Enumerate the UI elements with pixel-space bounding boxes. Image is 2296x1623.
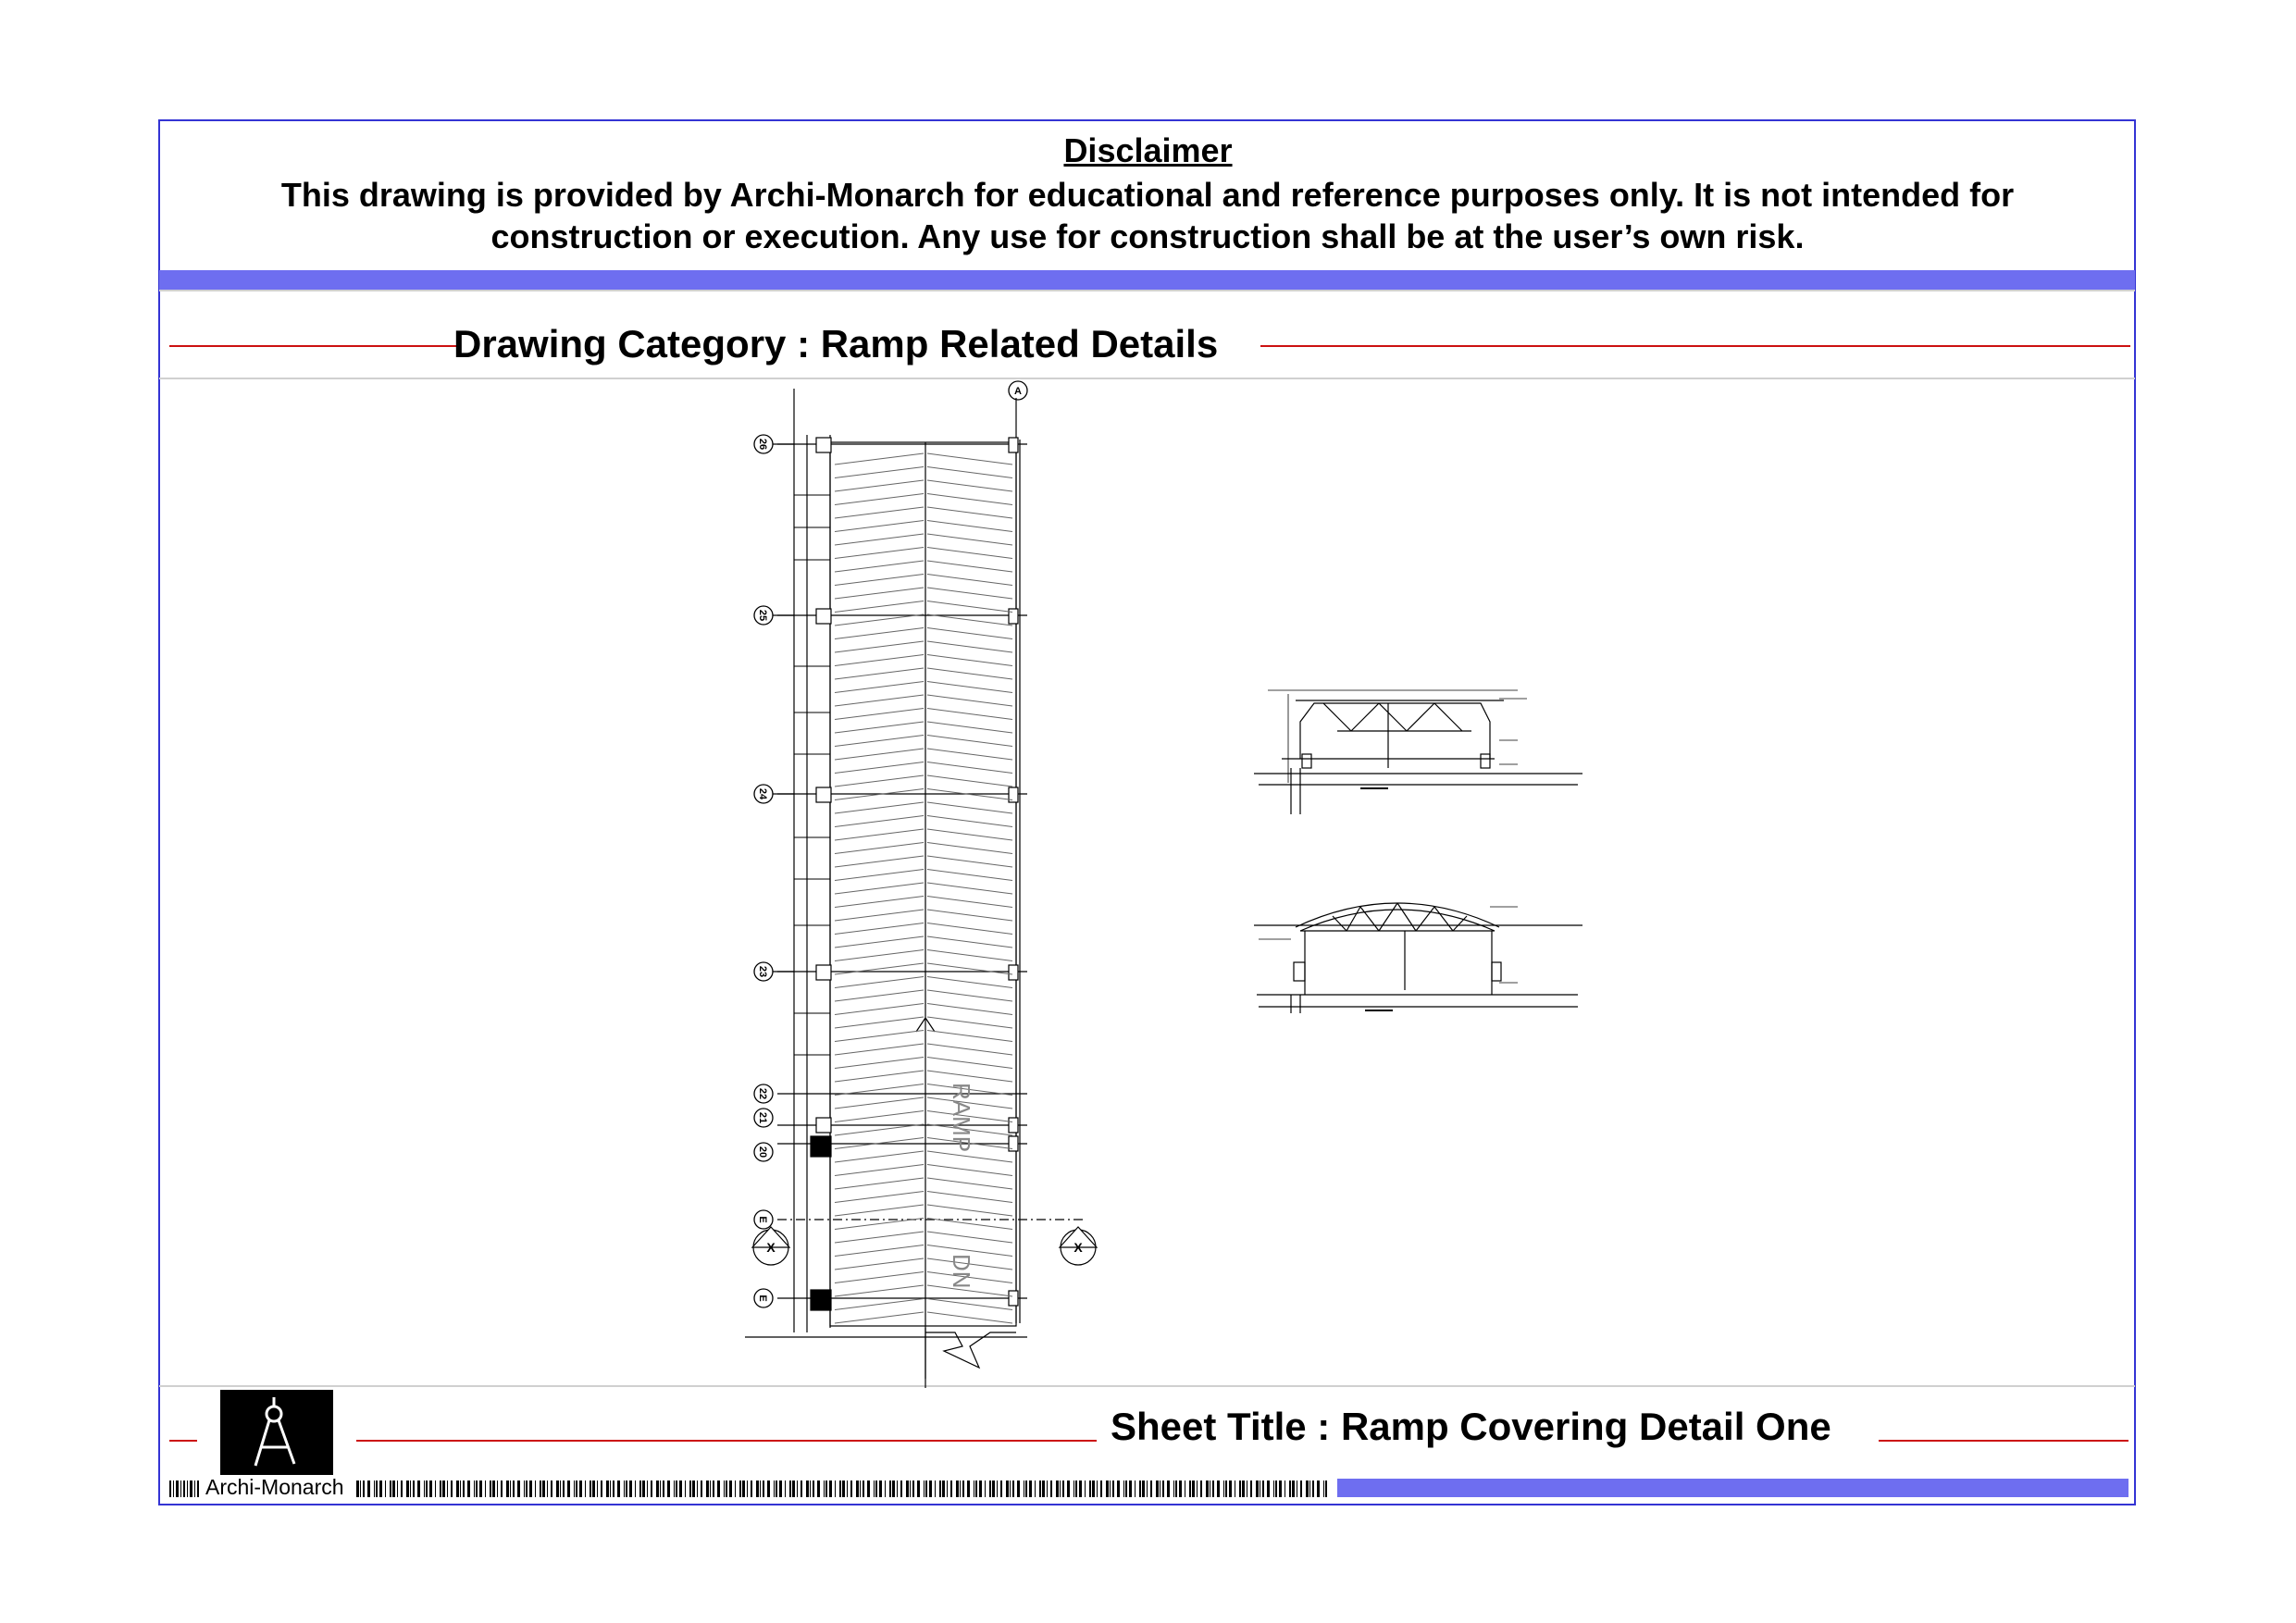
section-two-drawing [1254,903,1582,1013]
grid-label-a: A [1014,386,1022,397]
drawing-category-title: Drawing Category : Ramp Related Details [453,322,1219,365]
grid-label: 20 [757,1146,768,1158]
disclaimer-text: This drawing is provided by Archi-Monarch for educational and reference purposes only. It is not intended for construction or execution. Any use for construction shall be at the user’s own risk. [280,176,2015,255]
compass-icon [220,1390,333,1475]
disclaimer-title: Disclaimer [1063,131,1233,169]
footer-brand: Archi-Monarch [205,1475,344,1499]
grid-label: 26 [757,438,768,451]
section-one-drawing [1254,690,1582,814]
sheet-rule-left [169,1440,197,1442]
section-marker-left: X [766,1240,776,1255]
grid-label: E [757,1295,768,1302]
grid-label: 23 [757,965,768,978]
ramp-dn-label: DN [948,1254,975,1289]
ramp-hatch [835,453,1012,1323]
grid-label: 25 [757,609,768,622]
ramp-label: RAMP [948,1083,975,1153]
grid-label: E [757,1216,768,1223]
barcode-strip [356,1479,1333,1499]
sheet-rule-right [1879,1440,2128,1442]
footer-blue-bar [1337,1479,2128,1497]
sheet-rule-middle [356,1440,1097,1442]
sheet-title: Sheet Title : Ramp Covering Detail One [1111,1405,1831,1448]
grid-label: 22 [757,1087,768,1100]
grid-label: 24 [757,787,768,800]
barcode-left [169,1479,205,1499]
grid-label: 21 [757,1111,768,1124]
archi-monarch-logo [220,1390,333,1475]
section-marker-right: X [1074,1240,1083,1255]
